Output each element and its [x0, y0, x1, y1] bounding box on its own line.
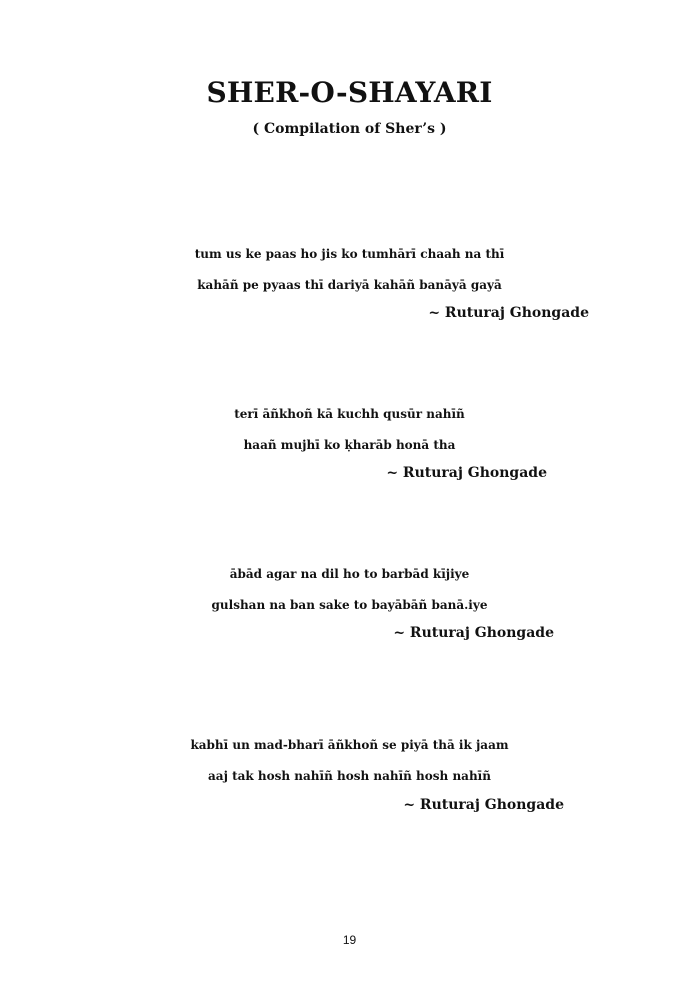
page-number: 19 [342, 933, 357, 947]
sher-author: ~ Ruturaj Ghongade [428, 305, 589, 321]
page-subtitle: ( Compilation of Sher’s ) [252, 121, 447, 137]
sher-line: ābād agar na dil ho to barbād kījiye [229, 567, 470, 581]
sher-2 [0, 399, 699, 461]
sher-line: tum us ke paas ho jis ko tumhārī chaah na thī [194, 247, 505, 261]
sher-author: ~ Ruturaj Ghongade [393, 625, 554, 641]
sher-line: kabhī un mad-bharī āñkhoñ se piyā thā ik jaam [190, 738, 509, 752]
sher-1 [0, 239, 699, 301]
sher-author: ~ Ruturaj Ghongade [403, 797, 564, 813]
sher-line: gulshan na ban sake to bayābāñ banā.iye [211, 598, 488, 612]
sher-author: ~ Ruturaj Ghongade [386, 465, 547, 481]
sher-line: aaj tak hosh nahīñ hosh nahīñ hosh nahīñ [208, 769, 491, 783]
sher-line: terī āñkhoñ kā kuchh qusūr nahīñ [234, 407, 465, 421]
sher-4 [0, 730, 699, 792]
sher-line: kahāñ pe pyaas thī dariyā kahāñ banāyā gayā [197, 278, 502, 292]
sher-line: haañ mujhī ko ḳharāb honā tha [243, 438, 456, 452]
sher-3 [0, 559, 699, 621]
page-title: SHER-O-SHAYARI [206, 76, 493, 109]
